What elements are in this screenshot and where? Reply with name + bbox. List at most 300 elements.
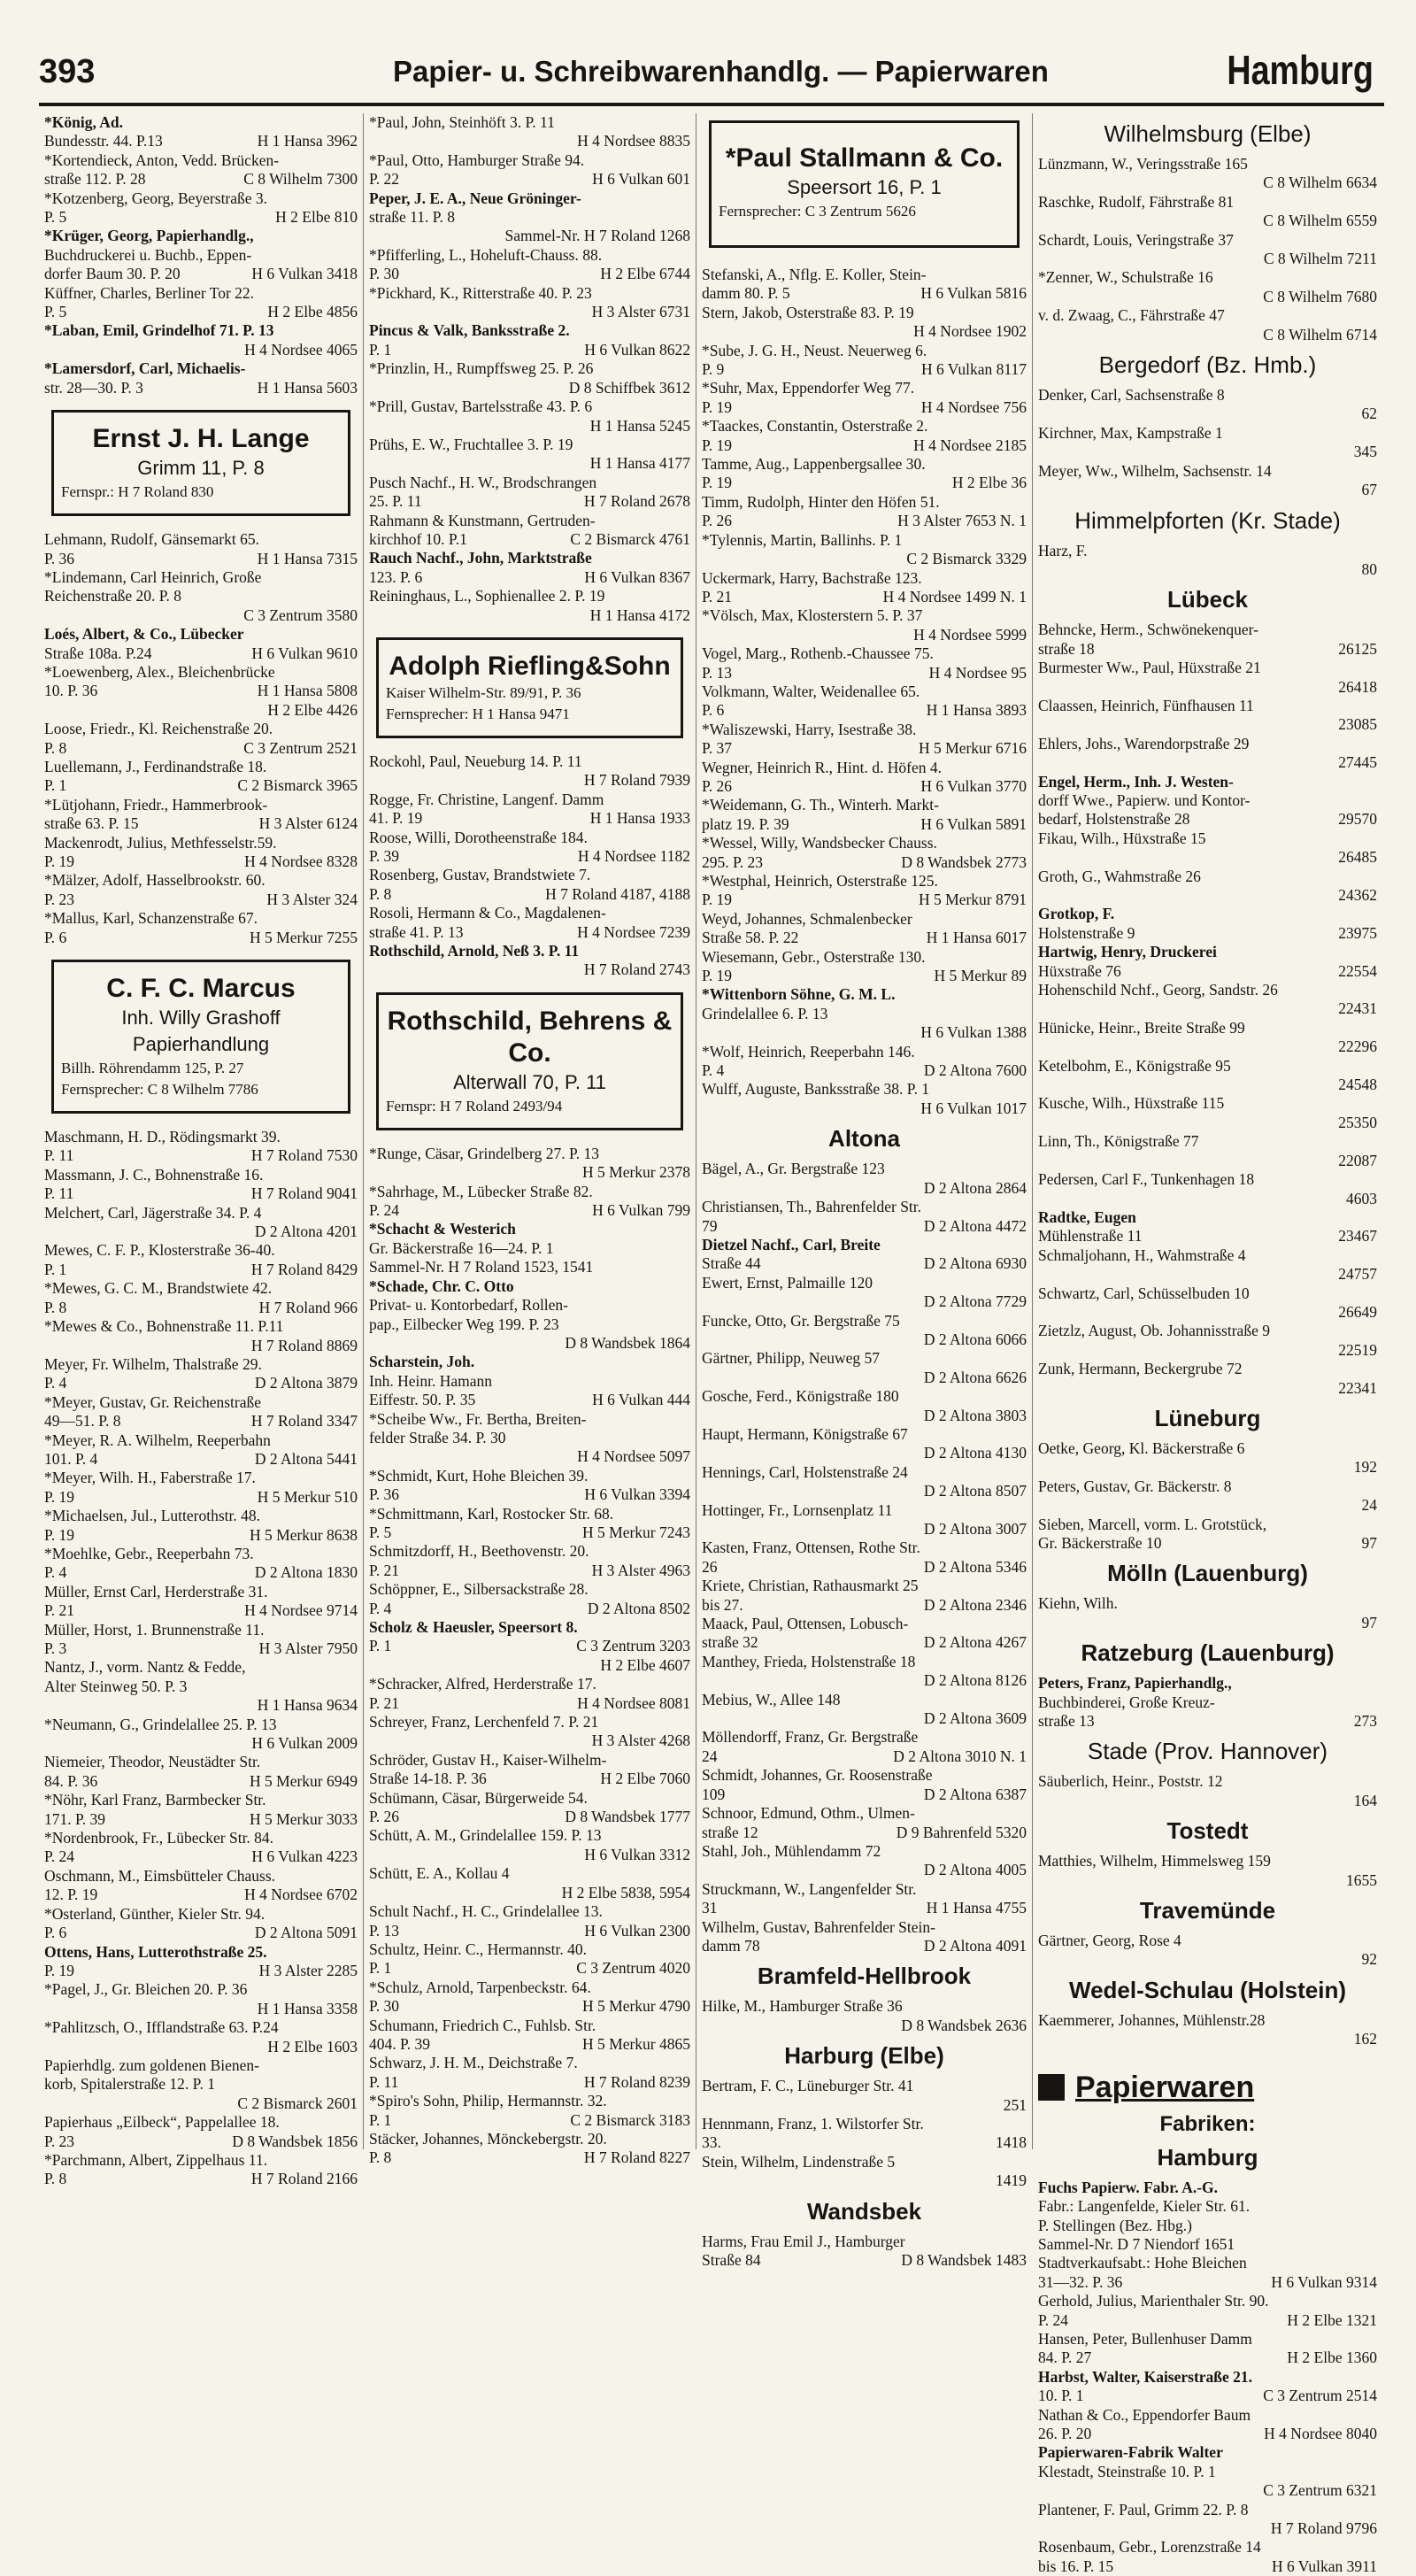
listing-phone: H 2 Elbe 1321: [1287, 2310, 1377, 2329]
listing-detail: [702, 1292, 1027, 1311]
listing-entry: [44, 568, 358, 625]
listing-name: Schnoor, Edmund, Othm., Ulmen-: [702, 1804, 915, 1823]
listing-phone: H 5 Merkur 6949: [250, 1771, 358, 1790]
listing-name: Rosoli, Hermann & Co., Magdalenen-: [369, 904, 606, 922]
listing-phone: C 2 Bismarck 4761: [570, 529, 690, 548]
listing-name: Denker, Carl, Sachsenstraße 8: [1038, 386, 1225, 405]
listing-detail: [369, 2035, 690, 2054]
listing-name: Engel, Herm., Inh. J. Westen-: [1038, 772, 1234, 791]
listing-name: Wegner, Heinrich R., Hint. d. Höfen 4.: [702, 758, 943, 776]
listing-entry: [44, 2056, 358, 2113]
listing-detail: [702, 1254, 1027, 1273]
listing-detail: [369, 1997, 690, 2016]
listing-entry: [702, 342, 1027, 380]
listing-name: Säuberlich, Heinr., Poststr. 12: [1038, 1772, 1223, 1791]
listing-entry: [369, 1183, 690, 1221]
listing-detail: [1038, 2463, 1377, 2481]
listing-detail: [1038, 1534, 1377, 1553]
listing-address: P. 26: [369, 1808, 400, 1826]
listing-phone: D 9 Bahrenfeld 5320: [896, 1823, 1027, 1841]
listing-phone: H 2 Elbe 4426: [267, 700, 358, 719]
listing-detail: [44, 1450, 358, 1469]
listing-name: Schütt, A. M., Grindelallee 159. P. 13: [369, 1826, 602, 1845]
listing-phone: H 6 Vulkan 9610: [251, 644, 358, 662]
listing-detail: [702, 2251, 1027, 2270]
listing-address: dorfer Baum 30. P. 20: [44, 265, 181, 283]
listing-entry: [702, 644, 1027, 683]
listing-detail: [702, 853, 1027, 872]
listing-detail: [1038, 1496, 1377, 1515]
listing-phone: D 8 Wandsbek 2773: [901, 852, 1027, 871]
listing-phone: 24548: [1338, 1076, 1377, 1094]
listing-detail: [369, 1334, 690, 1353]
listing-entry: [44, 227, 358, 283]
listing-phone: H 1 Hansa 3358: [257, 1999, 358, 2017]
listing-phone: H 4 Nordsee 1499 N. 1: [882, 587, 1027, 605]
place-heading: Bergedorf (Bz. Hmb.): [1098, 351, 1317, 379]
advertisement-box: [51, 960, 350, 1114]
section-title: Papierwaren: [1075, 2070, 1255, 2104]
listing-entry: [369, 2054, 690, 2092]
listing-entry: [369, 1713, 690, 1751]
section-heading: [1038, 2071, 1377, 2105]
listing-detail: [702, 701, 1027, 720]
listing-entry: [1038, 1772, 1377, 1810]
listing-detail: [702, 2096, 1027, 2115]
listing-detail: [702, 1824, 1027, 1842]
listing-detail: [44, 682, 358, 700]
listing-address: 41. P. 19: [369, 809, 423, 828]
listing-phone: H 7 Roland 2678: [583, 492, 690, 511]
square-marker-icon: [1038, 2074, 1065, 2101]
listing-phone: D 8 Wandsbek 1864: [565, 1333, 690, 1352]
listing-entry: [44, 189, 358, 228]
listing-entry: [369, 1145, 690, 1183]
listing-phone: D 8 Schiffbek 3612: [568, 378, 690, 397]
listing-name: Mewes, C. F. P., Klosterstraße 36-40.: [44, 1241, 275, 1260]
listing-address: P. 24: [44, 1847, 75, 1866]
listing-detail: [44, 170, 358, 189]
listing-entry: [702, 683, 1027, 721]
listing-detail: [702, 550, 1027, 568]
listing-name: Hansen, Peter, Bullenhuser Damm: [1038, 2329, 1252, 2348]
listing-phone: H 2 Elbe 1360: [1287, 2348, 1377, 2367]
listing-detail: [44, 1696, 358, 1715]
listing-name: Schmidt, Johannes, Gr. Roosenstraße: [702, 1766, 933, 1785]
listing-entry: [369, 321, 690, 359]
listing-phone: 273: [1353, 1712, 1377, 1731]
listing-phone: D 2 Altona 5091: [254, 1924, 358, 1942]
ad-title: Ernst J. H. Lange: [92, 424, 310, 454]
listing-name: Prühs, E. W., Fruchtallee 3. P. 19: [369, 435, 573, 453]
listing-phone: D 2 Altona 8502: [587, 1599, 690, 1617]
listing-detail: [1038, 2481, 1377, 2500]
listing-entry: [702, 2077, 1027, 2115]
listing-name: *Schulz, Arnold, Tarpenbeckstr. 64.: [369, 1978, 591, 1996]
listing-name: Gärtner, Philipp, Neuweg 57: [702, 1349, 880, 1368]
listing-phone: 62: [1361, 405, 1377, 423]
listing-address: 24: [702, 1747, 718, 1765]
listing-phone: H 1 Hansa 1933: [589, 809, 690, 828]
listing-detail: [1038, 1379, 1377, 1398]
listing-phone: D 2 Altona 4267: [923, 1633, 1027, 1652]
listing-name: Rauch Nachf., John, Marktstraße: [369, 549, 592, 567]
listing-name: Lehmann, Rudolf, Gänsemarkt 65.: [44, 530, 260, 549]
listing-detail: [369, 208, 690, 227]
listing-detail: [369, 771, 690, 790]
ad-footer: Billh. Röhrendamm 125, P. 27: [61, 1060, 244, 1077]
listing-address: P. 21: [369, 1561, 400, 1579]
listing-detail: [702, 512, 1027, 530]
listing-address: Buchbinderei, Große Kreuz-: [1038, 1693, 1215, 1711]
listing-entry: [44, 834, 358, 872]
listing-phone: H 2 Elbe 4607: [600, 1655, 690, 1674]
listing-detail: [702, 588, 1027, 606]
listing-entry: [369, 791, 690, 829]
listing-name: Schwartz, Carl, Schüsselbuden 10: [1038, 1284, 1250, 1302]
listing-address: P. 19: [44, 1487, 75, 1506]
listing-address: P. 21: [44, 1601, 75, 1620]
listing-address: straße 12: [702, 1823, 758, 1841]
listing-name: Pincus & Valk, Banksstraße 2.: [369, 321, 570, 340]
listing-address: Sammel-Nr. D 7 Niendorf 1651: [1038, 2234, 1235, 2253]
listing-phone: 67: [1361, 481, 1377, 499]
listing-address: P. 26: [702, 512, 733, 530]
listing-phone: 1418: [996, 2133, 1027, 2152]
listing-detail: [44, 1962, 358, 1980]
listing-phone: H 5 Merkur 4790: [582, 1997, 690, 2016]
listing-entry: [702, 493, 1027, 531]
listing-entry: [1038, 905, 1377, 943]
listing-detail: [1038, 1712, 1377, 1731]
listing-detail: [702, 1023, 1027, 1042]
listing-detail: [1038, 1076, 1377, 1094]
listing-address: P. 21: [369, 1693, 400, 1712]
listing-name: *Osterland, Günther, Kieler Str. 94.: [44, 1904, 266, 1923]
listing-name: *Parchmann, Albert, Zippelhaus 11.: [44, 2150, 268, 2169]
listing-entry: [702, 606, 1027, 644]
column-3: [696, 113, 1032, 2269]
listing-phone: H 7 Roland 9041: [250, 1184, 358, 1203]
listing-name: *Lütjohann, Friedr., Hammerbrook-: [44, 795, 268, 814]
listing-entry: [44, 1716, 358, 1754]
listing-detail: [369, 170, 690, 189]
listing-detail: [1038, 1614, 1377, 1632]
listing-detail: [1038, 715, 1377, 734]
listing-phone: D 2 Altona 4091: [923, 1936, 1027, 1955]
listing-name: Massmann, J. C., Bohnenstraße 16.: [44, 1165, 264, 1184]
listing-entry: [702, 531, 1027, 569]
listing-entry: [369, 113, 690, 151]
listing-phone: D 2 Altona 5346: [923, 1557, 1027, 1576]
listing-address: bis 27.: [702, 1595, 743, 1614]
listing-phone: H 6 Vulkan 799: [592, 1201, 690, 1220]
listing-entry: [702, 1997, 1027, 2035]
listing-phone: H 7 Roland 3347: [250, 1412, 358, 1431]
listing-phone: D 2 Altona 4201: [254, 1222, 358, 1241]
listing-phone: H 6 Vulkan 444: [592, 1391, 690, 1409]
listing-phone: H 4 Nordsee 7239: [577, 922, 690, 941]
listing-address: 79: [702, 1216, 718, 1235]
listing-detail: [44, 1184, 358, 1203]
listing-detail: [44, 1810, 358, 1829]
listing-phone: H 3 Alster 7950: [258, 1639, 358, 1657]
listing-phone: H 7 Roland 2166: [250, 2170, 358, 2188]
listing-entry: [702, 2115, 1027, 2153]
listing-entry: [1038, 2292, 1377, 2330]
listing-entry: [1038, 829, 1377, 868]
listing-name: *Laban, Emil, Grindelhof 71. P. 13: [44, 321, 274, 340]
listing-phone: H 7 Roland 2743: [583, 960, 690, 979]
listing-entry: [1038, 2406, 1377, 2444]
listing-entry: [44, 1204, 358, 1242]
listing-name: Hünicke, Heinr., Breite Straße 99: [1038, 1018, 1245, 1037]
listing-detail: [369, 1884, 690, 1902]
listing-name: Schwarz, J. H. M., Deichstraße 7.: [369, 2054, 578, 2072]
listing-entry: [1038, 542, 1377, 580]
listing-detail: [44, 132, 358, 150]
listing-detail: [44, 208, 358, 227]
listing-detail: [702, 626, 1027, 644]
listing-name: *König, Ad.: [44, 113, 123, 131]
listing-detail: [44, 1886, 358, 1904]
listing-phone: H 3 Alster 4268: [591, 1731, 690, 1750]
listing-entry: [369, 1789, 690, 1827]
listing-phone: Sammel-Nr. H 7 Roland 1268: [504, 227, 690, 245]
listing-entry: [369, 1410, 690, 1467]
listing-entry: [1038, 1852, 1377, 1890]
listing-address: 33.: [702, 2133, 721, 2152]
listing-detail: [1038, 2348, 1377, 2367]
listing-phone: C 2 Bismarck 3183: [570, 2110, 690, 2129]
listing-detail: [702, 929, 1027, 947]
listing-detail: [1038, 753, 1377, 772]
listing-name: Kriete, Christian, Rathausmarkt 25: [702, 1577, 919, 1595]
listing-detail: [702, 2017, 1027, 2035]
listing-entry: [369, 1580, 690, 1618]
listing-phone: C 8 Wilhelm 7680: [1263, 287, 1377, 305]
listing-phone: H 4 Nordsee 5999: [913, 625, 1027, 644]
listing-phone: 192: [1353, 1458, 1377, 1477]
listing-entry: [44, 1583, 358, 1621]
listing-detail: [44, 1563, 358, 1582]
listing-address: bis 16. P. 15: [1038, 2557, 1114, 2575]
listing-phone: H 4 Nordsee 2185: [913, 436, 1027, 454]
listing-detail: [1038, 250, 1377, 268]
place-heading: Harburg (Elbe): [784, 2042, 944, 2070]
listing-name: Küffner, Charles, Berliner Tor 22.: [44, 283, 255, 302]
listing-entry: [44, 1905, 358, 1943]
listing-phone: C 3 Zentrum 3580: [243, 605, 358, 624]
place-heading: Hamburg: [1157, 2143, 1258, 2171]
listing-phone: H 6 Vulkan 2009: [251, 1734, 358, 1753]
listing-name: Dietzel Nachf., Carl, Breite: [702, 1235, 881, 1253]
listing-detail: [369, 379, 690, 397]
listing-address: Grindelallee 6. P. 13: [702, 1004, 828, 1022]
listing-name: *Waliszewski, Harry, Isestraße 38.: [702, 720, 917, 738]
listing-phone: C 3 Zentrum 2521: [243, 738, 358, 757]
listing-entry: [369, 1277, 690, 1354]
listing-phone: H 2 Elbe 36: [951, 474, 1027, 492]
listing-entry: [44, 2151, 358, 2189]
listing-detail: [369, 1731, 690, 1750]
listing-name: Schult Nachf., H. C., Grindelallee 13.: [369, 1902, 603, 1921]
listing-detail: [702, 1785, 1027, 1804]
ad-title: C. F. C. Marcus: [106, 974, 296, 1004]
listing-entry: [702, 834, 1027, 872]
listing-detail: [1038, 810, 1377, 829]
listing-name: Niemeier, Theodor, Neustädter Str.: [44, 1753, 261, 1771]
listing-entry: [702, 1653, 1027, 1691]
listing-detail: [702, 739, 1027, 758]
listing-entry: [369, 1751, 690, 1789]
listing-entry: [44, 1753, 358, 1791]
listing-address: P. 19: [702, 436, 733, 454]
listing-phone: H 6 Vulkan 601: [592, 170, 690, 189]
listing-name: Kaemmerer, Johannes, Mühlenstr.28: [1038, 2010, 1266, 2029]
listing-entry: [702, 1425, 1027, 1463]
listing-entry: [1038, 268, 1377, 306]
listing-address: P. 8: [369, 2148, 392, 2167]
listing-phone: C 2 Bismarck 3965: [237, 776, 358, 795]
listing-name: Kasten, Franz, Ottensen, Rothe Str.: [702, 1539, 920, 1557]
listing-entry: [1038, 1439, 1377, 1477]
listing-detail: [369, 1694, 690, 1713]
listing-entry: [702, 1198, 1027, 1236]
listing-name: Schröder, Gustav H., Kaiser-Wilhelm-: [369, 1750, 607, 1769]
listing-phone: H 4 Nordsee 1182: [577, 847, 690, 865]
listing-address: 171. P. 39: [44, 1809, 106, 1828]
listing-address: pap., Eilbecker Weg 199. P. 23: [369, 1315, 559, 1333]
listing-entry: [702, 1615, 1027, 1653]
listing-detail: [1038, 962, 1377, 981]
ad-subtitle: Papierhandlung: [132, 1033, 270, 1056]
listing-address: P. 6: [44, 1924, 67, 1942]
listing-address: P. 8: [44, 738, 67, 757]
listing-detail: [1038, 2557, 1377, 2576]
listing-name: *Spiro's Sohn, Philip, Hermannstr. 32.: [369, 2092, 607, 2110]
listing-detail: [702, 1861, 1027, 1879]
listing-phone: D 2 Altona 7600: [923, 1061, 1027, 1080]
listing-phone: 26649: [1338, 1302, 1377, 1321]
listing-address: 31: [702, 1899, 718, 1917]
listing-phone: H 7 Roland 966: [258, 1298, 358, 1316]
advertisement-box: [709, 120, 1020, 248]
listing-address: P. 30: [369, 265, 400, 283]
listing-phone: 164: [1353, 1791, 1377, 1809]
listing-detail: [44, 1412, 358, 1431]
listing-entry: [1038, 1674, 1377, 1731]
listing-detail: [702, 777, 1027, 796]
listing-phone: H 1 Hansa 3893: [926, 701, 1027, 720]
listing-name: Müller, Horst, 1. Brunnenstraße 11.: [44, 1620, 265, 1639]
listing-phone: H 1 Hansa 7315: [257, 549, 358, 567]
listing-detail: [44, 265, 358, 283]
listing-name: Harms, Frau Emil J., Hamburger: [702, 2232, 905, 2250]
listing-entry: [702, 2233, 1027, 2271]
listing-name: Hottinger, Fr., Lornsenplatz 11: [702, 1500, 893, 1519]
listing-entry: [1038, 306, 1377, 344]
listing-detail: [702, 360, 1027, 379]
listing-address: P. 4: [44, 1563, 67, 1582]
listing-entry: [1038, 1360, 1377, 1398]
listing-detail: [1038, 1871, 1377, 1890]
listing-name: *Westphal, Heinrich, Osterstraße 125.: [702, 872, 938, 890]
listing-entry: [1038, 1477, 1377, 1516]
listing-phone: H 5 Merkur 6716: [919, 739, 1027, 758]
listing-name: Gerhold, Julius, Marienthaler Str. 90.: [1038, 2292, 1269, 2310]
listing-detail: [369, 492, 690, 511]
listing-detail: [702, 436, 1027, 455]
listing-detail: [1038, 1792, 1377, 1810]
listing-detail: [702, 1633, 1027, 1652]
listing-name: *Zenner, W., Schulstraße 16: [1038, 268, 1213, 287]
listing-name: Vogel, Marg., Rothenb.-Chaussee 75.: [702, 644, 934, 663]
listing-entry: [369, 2092, 690, 2130]
listing-detail: [44, 341, 358, 359]
place-heading: Wilhelmsburg (Elbe): [1104, 120, 1312, 147]
listing-name: Schreyer, Franz, Lerchenfeld 7. P. 21: [369, 1713, 599, 1731]
listing-detail: [1038, 174, 1377, 192]
listing-name: *Nordenbrook, Fr., Lübecker Str. 84.: [44, 1829, 274, 1847]
listing-detail: [702, 1482, 1027, 1500]
listing-phone: 162: [1353, 2030, 1377, 2048]
listing-phone: H 4 Nordsee 8040: [1264, 2424, 1377, 2442]
listing-address: 404. P. 39: [369, 2034, 431, 2053]
listing-detail: [369, 1201, 690, 1220]
listing-detail: [369, 606, 690, 625]
listing-entry: [44, 871, 358, 909]
listing-address: P. 1: [369, 2110, 392, 2129]
listing-entry: [1038, 1057, 1377, 1095]
listing-address: damm 80. P. 5: [702, 284, 790, 303]
listing-address: Holstenstraße 9: [1038, 923, 1135, 942]
listing-address: Gr. Bäckerstraße 16—24. P. 1: [369, 1238, 554, 1257]
listing-phone: 97: [1361, 1613, 1377, 1631]
listing-phone: H 4 Nordsee 8081: [577, 1693, 690, 1712]
listing-detail: [702, 1444, 1027, 1462]
listing-entry: [1038, 1284, 1377, 1323]
listing-phone: H 2 Elbe 810: [275, 208, 358, 227]
listing-address: P. 4: [702, 1061, 725, 1080]
listing-name: Schultz, Heinr. C., Hermannstr. 40.: [369, 1940, 587, 1958]
listing-name: Funcke, Otto, Gr. Bergstraße 75: [702, 1311, 900, 1330]
listing-entry: [44, 663, 358, 720]
listing-detail: [702, 967, 1027, 985]
listing-detail: [1038, 2254, 1377, 2272]
listing-name: Oschmann, M., Eimsbütteler Chauss.: [44, 1866, 276, 1885]
listing-address: P. Stellingen (Bez. Hbg.): [1038, 2216, 1193, 2234]
listing-detail: [369, 1637, 690, 1655]
listing-entry: [44, 1791, 358, 1829]
listing-phone: H 3 Alster 7653 N. 1: [897, 512, 1027, 530]
listing-address: Fabr.: Langenfelde, Kieler Str. 61.: [1038, 2197, 1251, 2216]
listing-phone: H 4 Nordsee 5097: [577, 1447, 690, 1466]
listing-entry: [44, 720, 358, 758]
listing-phone: H 6 Vulkan 8117: [920, 360, 1027, 379]
listing-address: P. 23: [44, 890, 75, 908]
listing-entry: [369, 1826, 690, 1864]
listing-name: Volkmann, Walter, Weidenallee 65.: [702, 682, 920, 700]
listing-entry: [1038, 868, 1377, 906]
listing-detail: [1038, 405, 1377, 423]
ad-title: *Paul Stallmann & Co.: [725, 143, 1004, 173]
listing-name: Linn, Th., Königstraße 77: [1038, 1132, 1199, 1151]
listing-address: P. 13: [369, 1921, 400, 1940]
listing-name: Ottens, Hans, Lutterothstraße 25.: [44, 1942, 267, 1961]
listing-detail: [44, 891, 358, 909]
listing-detail: [369, 1562, 690, 1580]
